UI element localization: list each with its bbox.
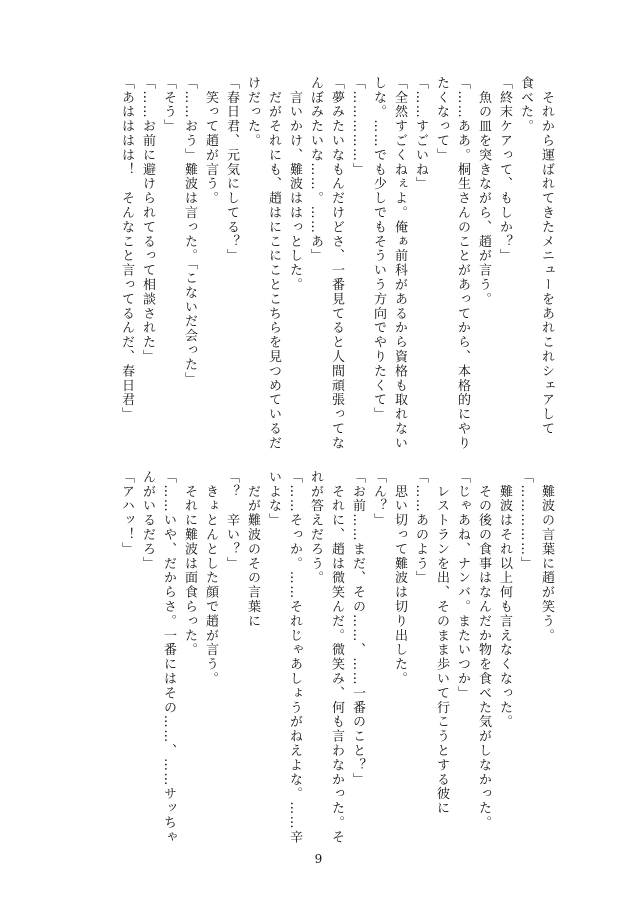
text-line: 「……そっか。……それじゃあしょうがねえよな。……辛 <box>287 470 302 845</box>
text-line: 「お前……まだ、その……、……一番のこと？」 <box>350 470 365 787</box>
text-line: 「……おう」難波は言った。「こないだ会った」 <box>182 76 197 387</box>
text-line: 「……ああ。桐生さんのことがあってから、本格的にやり <box>455 76 470 451</box>
text-line: 笑って趙が言う。 <box>203 76 218 206</box>
text-line: 「アハッ！」 <box>119 470 134 557</box>
text-line: 「全然すごくねぇよ。俺ぁ前科があるから資格も取れない <box>392 76 407 451</box>
text-line: それに難波は面食らった。 <box>182 470 197 658</box>
text-line: 「ん？」 <box>371 470 386 528</box>
text-line: 思い切って難波は切り出した。 <box>392 470 407 686</box>
text-line: 「あはははは！ そんなこと言ってるんだ、春日君」 <box>119 76 134 422</box>
text-block-bottom <box>116 470 557 850</box>
text-line: レストランを出、そのまま歩いて行こうとする彼に <box>434 470 449 816</box>
text-line: んがいるだろ」 <box>140 470 155 571</box>
text-line: 「春日君、元気にしてる？」 <box>224 76 239 264</box>
text-line: 食べた。 <box>518 76 533 134</box>
text-line: 魚の皿を突きながら、趙が言う。 <box>476 76 491 307</box>
text-line: しな。……でも少しでもそういう方向でやりたくて」 <box>371 76 386 422</box>
text-line: 「終末ケアって、もしか？」 <box>497 76 512 264</box>
text-line: いよな」 <box>266 470 281 528</box>
text-line: その後の食事はなんだか物を食べた気がしなかった。 <box>476 470 491 830</box>
text-line: 「……………」 <box>518 470 533 571</box>
text-line: 「……あのよう」 <box>413 470 428 586</box>
text-line: 難波の言葉に趙が笑う。 <box>539 470 554 643</box>
text-line: それに、趙は微笑んだ。微笑み、何も言わなかった。そ <box>329 470 344 845</box>
text-line: 「夢みたいなもんだけどさ、一番見てると人間頑張ってな <box>329 76 344 451</box>
text-line: それから運ばれてきたメニューをあれこれシェアして <box>539 76 554 436</box>
text-line: んぼみたいな……。……あ」 <box>308 76 323 264</box>
text-line: 「……いや、だからさ。一番にはその……、……サッちゃ <box>161 470 176 845</box>
text-line: 「……………」 <box>350 76 365 177</box>
text-line: 「じゃあね、ナンバ。またいつか」 <box>455 470 470 701</box>
text-line: 言いかけ、難波ははっとした。 <box>287 76 302 292</box>
text-line: 「……お前に避けられてるって相談された」 <box>140 76 155 364</box>
text-line: 「そう」 <box>161 76 176 134</box>
text-line: れが答えだろう。 <box>308 470 323 586</box>
text-line: たくなって」 <box>434 76 449 163</box>
text-line: けだった。 <box>245 76 260 148</box>
text-line: きょとんとした顔で趙が言う。 <box>203 470 218 686</box>
text-line: 難波はそれ以上何も言えなくなった。 <box>497 470 512 730</box>
text-block-top <box>116 76 557 456</box>
text-line: 「？ 辛い？」 <box>224 470 239 571</box>
text-line: だが難波のその言葉に <box>245 470 260 629</box>
text-line: 「……すごいね」 <box>413 76 428 192</box>
text-line: だがそれにも、趙はにこにことこちらを見つめているだ <box>266 76 281 451</box>
page-number: 9 <box>314 852 323 866</box>
